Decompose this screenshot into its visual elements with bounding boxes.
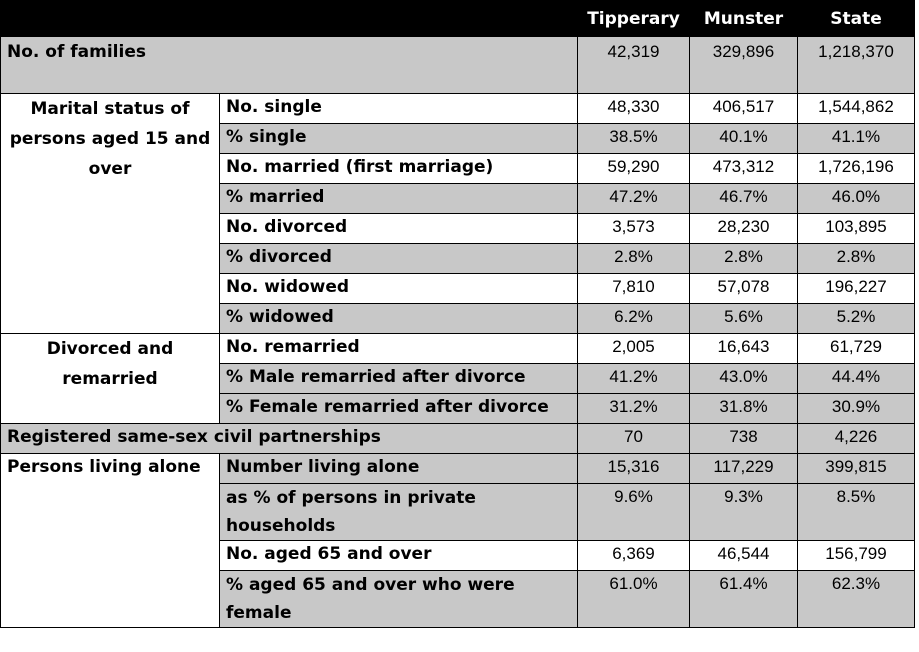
value-state: 5.2% bbox=[798, 304, 915, 334]
value-munster: 473,312 bbox=[690, 154, 798, 184]
value-tipperary: 48,330 bbox=[578, 94, 690, 124]
value-munster: 46.7% bbox=[690, 184, 798, 214]
value-tipperary: 6.2% bbox=[578, 304, 690, 334]
table-row bbox=[1, 334, 915, 364]
value-munster: 28,230 bbox=[690, 214, 798, 244]
value-munster: 2.8% bbox=[690, 244, 798, 274]
value-state: 30.9% bbox=[798, 394, 915, 424]
value-tipperary: 2.8% bbox=[578, 244, 690, 274]
row-label: No. divorced bbox=[220, 214, 578, 244]
value-tipperary: 38.5% bbox=[578, 124, 690, 154]
table-row bbox=[1, 454, 915, 484]
header-munster: Munster bbox=[690, 1, 798, 37]
row-label: as % of persons in private households bbox=[220, 484, 578, 541]
header-row bbox=[1, 1, 915, 37]
value-tipperary: 61.0% bbox=[578, 571, 690, 628]
row-label: % widowed bbox=[220, 304, 578, 334]
value-tipperary: 47.2% bbox=[578, 184, 690, 214]
value-state: 4,226 bbox=[798, 424, 915, 454]
row-label: % single bbox=[220, 124, 578, 154]
row-label: % aged 65 and over who were female bbox=[220, 571, 578, 628]
value-state: 156,799 bbox=[798, 541, 915, 571]
value-munster: 43.0% bbox=[690, 364, 798, 394]
families-munster: 329,896 bbox=[690, 37, 798, 94]
row-label: Number living alone bbox=[220, 454, 578, 484]
value-tipperary: 70 bbox=[578, 424, 690, 454]
value-state: 399,815 bbox=[798, 454, 915, 484]
remarried-group-label: Divorced and remarried bbox=[1, 334, 220, 424]
value-state: 1,726,196 bbox=[798, 154, 915, 184]
value-state: 61,729 bbox=[798, 334, 915, 364]
value-munster: 31.8% bbox=[690, 394, 798, 424]
value-state: 1,544,862 bbox=[798, 94, 915, 124]
value-state: 41.1% bbox=[798, 124, 915, 154]
value-tipperary: 6,369 bbox=[578, 541, 690, 571]
alone-group-label: Persons living alone bbox=[1, 454, 220, 628]
value-munster: 117,229 bbox=[690, 454, 798, 484]
marital-group-label: Marital status of persons aged 15 and over bbox=[1, 94, 220, 334]
value-state: 2.8% bbox=[798, 244, 915, 274]
value-munster: 406,517 bbox=[690, 94, 798, 124]
value-state: 103,895 bbox=[798, 214, 915, 244]
value-munster: 16,643 bbox=[690, 334, 798, 364]
value-munster: 40.1% bbox=[690, 124, 798, 154]
value-state: 44.4% bbox=[798, 364, 915, 394]
families-state: 1,218,370 bbox=[798, 37, 915, 94]
civil-partnerships-row bbox=[1, 424, 915, 454]
value-tipperary: 59,290 bbox=[578, 154, 690, 184]
value-state: 46.0% bbox=[798, 184, 915, 214]
header-state: State bbox=[798, 1, 915, 37]
header-tipperary: Tipperary bbox=[578, 1, 690, 37]
families-row bbox=[1, 37, 915, 94]
row-label: No. remarried bbox=[220, 334, 578, 364]
row-label: No. widowed bbox=[220, 274, 578, 304]
value-munster: 738 bbox=[690, 424, 798, 454]
families-label: No. of families bbox=[1, 37, 578, 94]
civil-label: Registered same-sex civil partnerships bbox=[1, 424, 578, 454]
value-munster: 5.6% bbox=[690, 304, 798, 334]
row-label: % married bbox=[220, 184, 578, 214]
value-tipperary: 7,810 bbox=[578, 274, 690, 304]
header-blank bbox=[1, 1, 578, 37]
value-state: 8.5% bbox=[798, 484, 915, 541]
families-tipperary: 42,319 bbox=[578, 37, 690, 94]
value-munster: 61.4% bbox=[690, 571, 798, 628]
value-tipperary: 2,005 bbox=[578, 334, 690, 364]
value-tipperary: 41.2% bbox=[578, 364, 690, 394]
row-label: No. married (first marriage) bbox=[220, 154, 578, 184]
value-tipperary: 15,316 bbox=[578, 454, 690, 484]
row-label: % Female remarried after divorce bbox=[220, 394, 578, 424]
row-label: % divorced bbox=[220, 244, 578, 274]
value-munster: 9.3% bbox=[690, 484, 798, 541]
row-label: No. single bbox=[220, 94, 578, 124]
value-tipperary: 31.2% bbox=[578, 394, 690, 424]
row-label: % Male remarried after divorce bbox=[220, 364, 578, 394]
value-tipperary: 9.6% bbox=[578, 484, 690, 541]
value-munster: 57,078 bbox=[690, 274, 798, 304]
value-state: 62.3% bbox=[798, 571, 915, 628]
table-row bbox=[1, 94, 915, 124]
value-tipperary: 3,573 bbox=[578, 214, 690, 244]
row-label: No. aged 65 and over bbox=[220, 541, 578, 571]
value-state: 196,227 bbox=[798, 274, 915, 304]
value-munster: 46,544 bbox=[690, 541, 798, 571]
